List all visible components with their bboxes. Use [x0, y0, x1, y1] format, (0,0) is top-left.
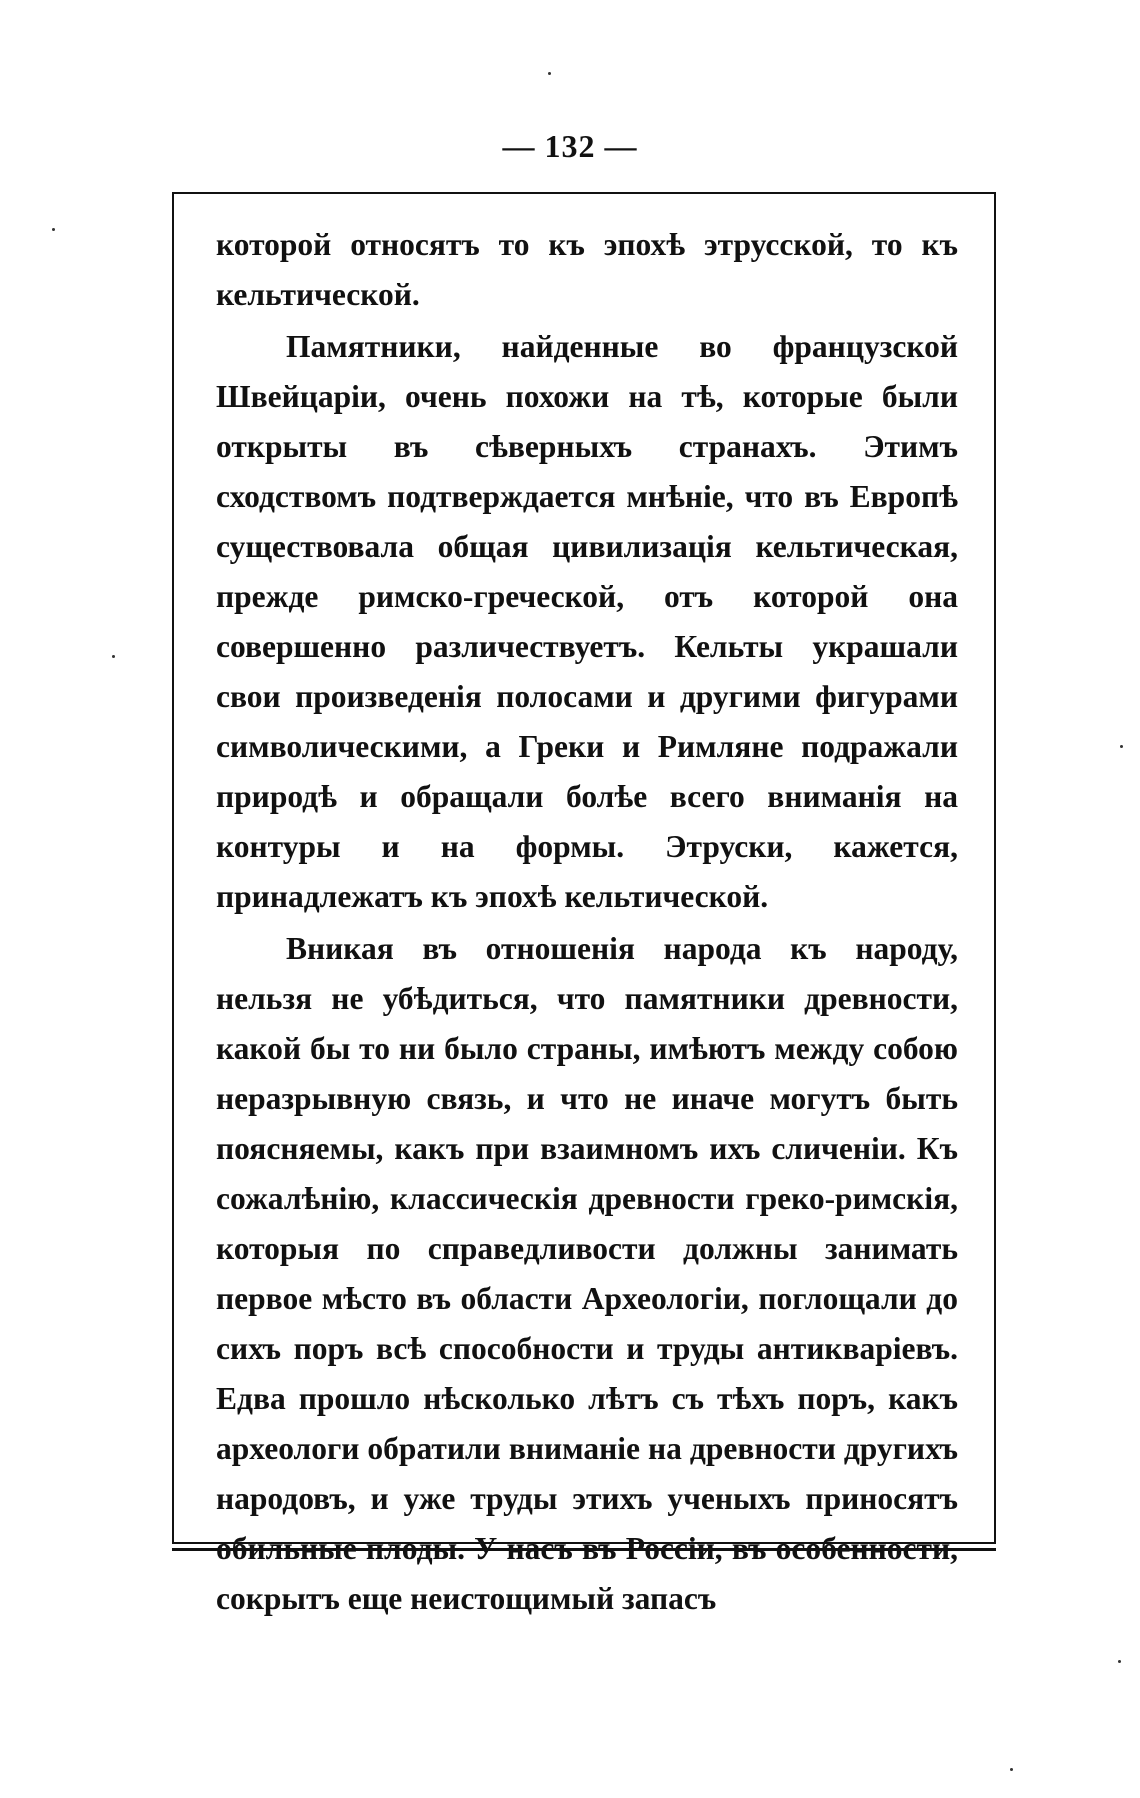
body-text: [216, 220, 958, 1624]
scan-speck: [112, 655, 115, 658]
scan-speck: [1120, 745, 1123, 748]
paragraph-3: Вникая въ отношенія народа къ народу, нельзя не убѣдиться, что памятники древности, какой бы то ни было страны, имѣютъ между собою неразрывную связь, и что не иначе могутъ быть поясняемы, какъ при взаимномъ ихъ сличеніи. Къ сожалѣнію, классическія древности греко-римскія, которыя по справедливости должны занимать первое мѣсто въ области Археологіи, поглощали до сихъ поръ всѣ способности и труды антикваріевъ. Едва прошло нѣсколько лѣтъ съ тѣхъ поръ, какъ археологи обратили вниманіе на древности другихъ народовъ, и уже труды этихъ ученыхъ приносятъ обильные плоды. У насъ въ Россіи, въ особенности, сокрытъ еще неистощимый запасъ: [216, 931, 958, 1616]
scan-speck: [52, 228, 55, 231]
page-number: — 132 —: [502, 128, 638, 164]
scan-speck: [1118, 1660, 1121, 1663]
paragraph-1: которой относятъ то къ эпохѣ этрусской, то къ кельтической.: [216, 227, 958, 312]
paragraph-2: Памятники, найденные во французской Швейцаріи, очень похожи на тѣ, которые были открыты въ сѣверныхъ странахъ. Этимъ сходствомъ подтверждается мнѣніе, что въ Европѣ существовала общая цивилизація кельтическая, прежде римско-греческой, отъ которой она совершенно различествуетъ. Кельты украшали свои произведенія полосами и другими фигурами символическими, а Греки и Римляне подражали природѣ и обращали болѣе всего вниманія на контуры и на формы. Этруски, кажется, принадлежатъ къ эпохѣ кельтической.: [216, 329, 958, 914]
scan-speck: [548, 72, 551, 75]
scan-speck: [1010, 1768, 1013, 1771]
